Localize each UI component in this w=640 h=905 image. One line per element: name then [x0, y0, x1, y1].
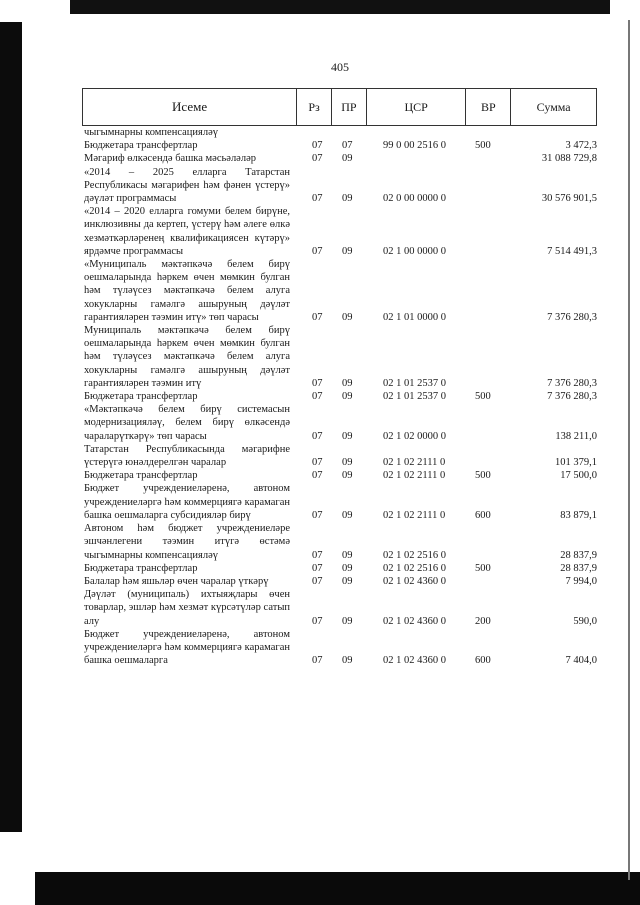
cell-name: «Муниципаль мәктәпкәчә белем бирү оешмаларында һәркем өчен мөмкин булган һәм түләүсез мәктәпкәчә белем алуга хокукларны гамәлгә ашыруның дәүләт гарантияләрен тәэмин итү» төп чарасы — [84, 259, 290, 323]
header-vr: ВР — [466, 89, 511, 125]
cell-csr: 02 1 02 2516 0 — [383, 562, 446, 574]
table-row — [82, 139, 597, 152]
table-row — [82, 390, 597, 403]
cell-name: Татарстан Республикасында мәгарифне үстерүгә юнәлдерелгән чаралар — [84, 443, 290, 469]
cell-sum: 17 500,0 — [560, 470, 597, 482]
table-row — [82, 126, 597, 139]
cell-csr: 02 1 01 2537 0 — [383, 377, 446, 389]
header-rz: Рз — [297, 89, 332, 125]
cell-vr: 500 — [475, 391, 491, 403]
cell-name: «2014 – 2020 елларга гомуми белем бирүне, инклюзивны да кертеп, үстерү һәм әлеге өлкә хезмәткәрләренең квалификациясен күтәрү» ярдәмче программасы — [84, 206, 290, 257]
header-name: Исеме — [83, 89, 297, 125]
table-row — [82, 258, 597, 324]
cell-rz: 07 — [312, 430, 323, 442]
cell-pr: 09 — [342, 615, 353, 627]
cell-vr: 200 — [475, 615, 491, 627]
cell-sum: 7 994,0 — [565, 575, 597, 587]
cell-pr: 09 — [342, 655, 353, 667]
table-row — [82, 562, 597, 575]
cell-pr: 09 — [342, 311, 353, 323]
cell-name: «Мәктәпкәчә белем бирү системасын модернизацияләү, белем бирү өлкәсендә чараларүткәрү» төп чарасы — [84, 404, 290, 442]
cell-name: Бюджетара трансфертлар — [84, 562, 198, 574]
cell-csr: 02 1 02 0000 0 — [383, 430, 446, 442]
scan-border-left — [0, 22, 22, 832]
cell-rz: 07 — [312, 391, 323, 403]
cell-pr: 09 — [342, 457, 353, 469]
table-row — [82, 324, 597, 390]
cell-csr: 02 1 02 2516 0 — [383, 549, 446, 561]
cell-rz: 07 — [312, 575, 323, 587]
cell-csr: 99 0 00 2516 0 — [383, 140, 446, 152]
page-number: 405 — [331, 60, 349, 74]
cell-pr: 09 — [342, 391, 353, 403]
table-row — [82, 152, 597, 165]
cell-csr: 02 0 00 0000 0 — [383, 193, 446, 205]
cell-vr: 500 — [475, 562, 491, 574]
header-csr: ЦСР — [367, 89, 467, 125]
cell-rz: 07 — [312, 153, 323, 165]
cell-name: «2014 – 2025 елларга Татарстан Республикасы мәгарифен һәм фәнен үстерү» дәүләт программасы — [84, 166, 290, 205]
cell-rz: 07 — [312, 470, 323, 482]
scan-border-top — [70, 0, 610, 14]
table-row — [82, 205, 597, 258]
cell-sum: 590,0 — [573, 615, 597, 627]
cell-rz: 07 — [312, 245, 323, 257]
cell-name: Муниципаль мәктәпкәчә белем бирү оешмаларында һәркем өчен мөмкин булган һәм түләүсез мәктәпкәчә белем алуга хокукларны гамәлгә ашыруның дәүләт гарантияләрен тәэмин итү — [84, 325, 290, 389]
cell-pr: 09 — [342, 509, 353, 521]
cell-pr: 09 — [342, 549, 353, 561]
cell-vr: 500 — [475, 140, 491, 152]
table-row — [82, 166, 597, 206]
cell-sum: 7 404,0 — [565, 655, 597, 667]
cell-sum: 7 376 280,3 — [547, 377, 597, 389]
cell-pr: 09 — [342, 575, 353, 587]
cell-csr: 02 1 02 4360 0 — [383, 575, 446, 587]
cell-pr: 09 — [342, 430, 353, 442]
cell-rz: 07 — [312, 193, 323, 205]
cell-name: чыгымнарны компенсацияләү — [84, 127, 218, 138]
cell-rz: 07 — [312, 562, 323, 574]
cell-sum: 83 879,1 — [560, 509, 597, 521]
table-row — [82, 588, 597, 628]
cell-pr: 09 — [342, 153, 353, 165]
table-body — [82, 126, 597, 667]
cell-csr: 02 1 02 2111 0 — [383, 509, 446, 521]
cell-pr: 09 — [342, 245, 353, 257]
cell-rz: 07 — [312, 311, 323, 323]
scan-edge-right — [628, 20, 630, 880]
table-row — [82, 522, 597, 562]
cell-sum: 30 576 901,5 — [541, 193, 597, 205]
cell-rz: 07 — [312, 140, 323, 152]
cell-rz: 07 — [312, 655, 323, 667]
cell-csr: 02 1 02 2111 0 — [383, 457, 446, 469]
cell-name: Автоном һәм бюджет учреждениеләре эшчәнлегени тәэмин итүгә өстәмә чыгымнарны компенсацияләү — [84, 523, 290, 561]
cell-sum: 3 472,3 — [565, 140, 597, 152]
cell-pr: 09 — [342, 377, 353, 389]
cell-sum: 28 837,9 — [560, 549, 597, 561]
cell-name: Бюджет учреждениеләренә, автоном учреждениеләргә һәм коммерциягә карамаган башка оешмаларга субсидияләр бирү — [84, 483, 290, 521]
cell-csr: 02 1 02 4360 0 — [383, 615, 446, 627]
header-sum: Сумма — [536, 99, 571, 114]
cell-csr: 02 1 00 0000 0 — [383, 245, 446, 257]
table-row — [82, 403, 597, 443]
cell-sum: 7 376 280,3 — [547, 311, 597, 323]
header-pr: ПР — [332, 89, 367, 125]
cell-sum: 101 379,1 — [555, 457, 597, 469]
cell-pr: 07 — [342, 140, 353, 152]
cell-pr: 09 — [342, 562, 353, 574]
cell-rz: 07 — [312, 377, 323, 389]
cell-rz: 07 — [312, 509, 323, 521]
cell-csr: 02 1 01 0000 0 — [383, 311, 446, 323]
cell-csr: 02 1 02 2111 0 — [383, 470, 446, 482]
table-row — [82, 443, 597, 469]
cell-name: Бюджетара трансфертлар — [84, 470, 198, 482]
cell-name: Бюджетара трансфертлар — [84, 391, 198, 403]
cell-sum: 7 376 280,3 — [547, 391, 597, 403]
cell-sum: 28 837,9 — [560, 562, 597, 574]
cell-rz: 07 — [312, 457, 323, 469]
table-row — [82, 482, 597, 522]
scan-border-bottom — [35, 872, 640, 905]
cell-name: Балалар һәм яшьләр өчен чаралар үткәрү — [84, 575, 269, 587]
cell-name: Бюджет учреждениеләренә, автоном учреждениеләргә һәм коммерциягә карамаган башка оешмаларга — [84, 628, 290, 667]
cell-vr: 600 — [475, 509, 491, 521]
cell-rz: 07 — [312, 615, 323, 627]
cell-pr: 09 — [342, 470, 353, 482]
table-row — [82, 469, 597, 482]
cell-csr: 02 1 01 2537 0 — [383, 391, 446, 403]
table-row — [82, 575, 597, 588]
cell-sum: 138 211,0 — [555, 430, 597, 442]
cell-name: Мәгариф өлкәсендә башка мәсьәләләр — [84, 153, 256, 165]
cell-sum: 31 088 729,8 — [541, 153, 597, 165]
cell-rz: 07 — [312, 549, 323, 561]
cell-sum: 7 514 491,3 — [547, 245, 597, 257]
cell-vr: 600 — [475, 655, 491, 667]
cell-pr: 09 — [342, 193, 353, 205]
cell-name: Дәүләт (муниципаль) ихтыяҗлары өчен товарлар, эшләр һәм хезмәт күрсәтүләр сатып алу — [84, 589, 290, 627]
cell-name: Бюджетара трансфертлар — [84, 140, 198, 152]
cell-csr: 02 1 02 4360 0 — [383, 655, 446, 667]
table-header — [82, 88, 597, 126]
cell-vr: 500 — [475, 470, 491, 482]
table-row — [82, 628, 597, 668]
